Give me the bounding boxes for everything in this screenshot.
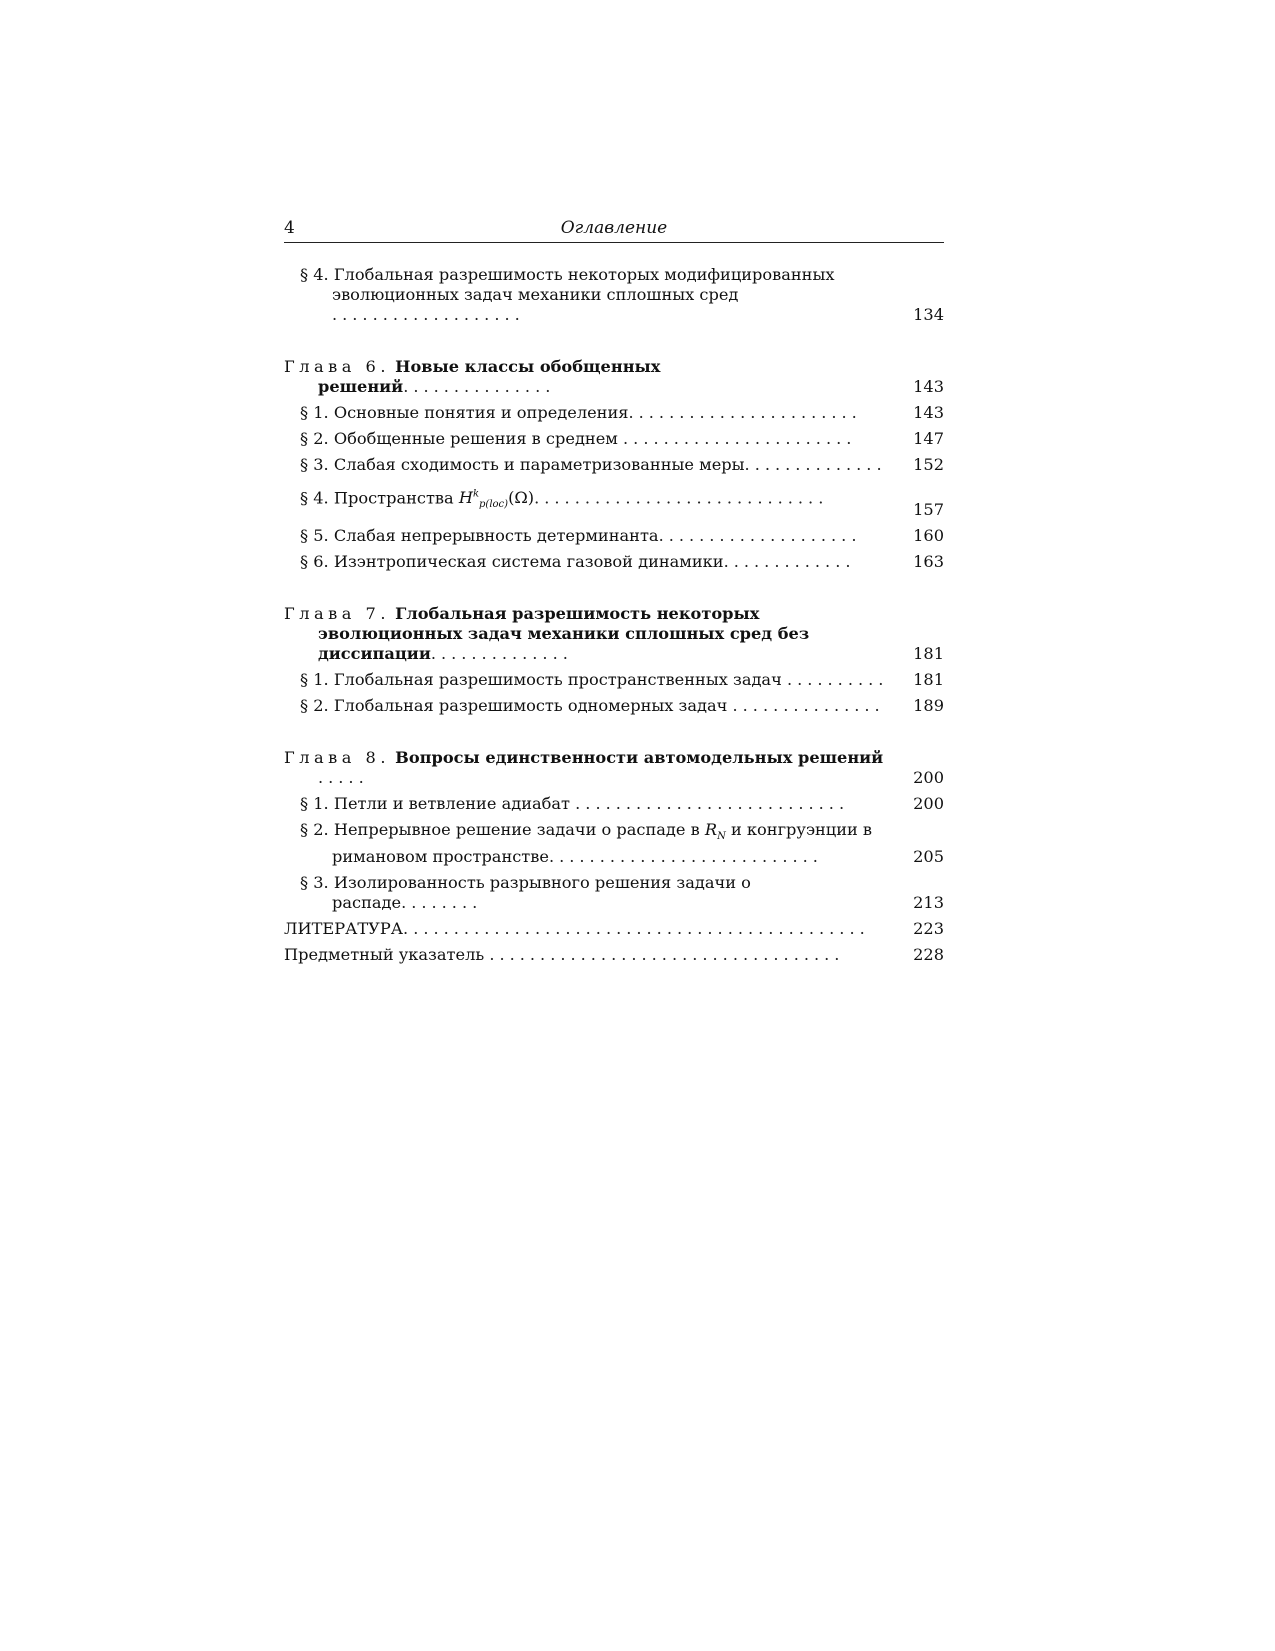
page-ref: 181 [913,643,944,663]
page-ref: 143 [913,377,944,396]
page-ref: 213 [913,892,944,912]
toc-chapter[interactable]: Глава 6. Новые классы обобщенных решений............... 143 [284,357,944,396]
toc-entry[interactable]: § 1. Основные понятия и определения....................... 143 [300,403,944,422]
table-of-contents [284,265,944,965]
toc-entry[interactable]: § 2. Глобальная разрешимость одномерных задач ............... 189 [300,695,944,715]
page-ref: 200 [913,793,944,813]
toc-page [284,214,944,971]
page-ref: 228 [913,944,944,964]
page-ref: 200 [913,767,944,787]
page-ref: 163 [913,551,944,571]
math-formula: $R_N$ [704,819,726,842]
toc-entry[interactable]: § 5. Слабая непрерывность детерминанта.................... 160 [300,525,944,545]
page-ref: 181 [913,669,944,689]
toc-entry[interactable]: § 6. Изэнтропическая система газовой динамики............. 163 [300,551,944,571]
page-ref: 143 [913,403,944,422]
page-ref: 189 [913,695,944,715]
toc-entry[interactable]: § 4. Пространства $H^k_{p(loc)}(\Omega)$............................. 157 [300,488,944,519]
page-ref: 160 [913,525,944,545]
toc-entry[interactable]: § 1. Петли и ветвление адиабат ........................... 200 [300,793,944,813]
page-ref: 134 [913,305,944,324]
toc-entry[interactable]: § 4. Глобальная разрешимость некоторых модифицированных эволюционных задач механики сплошных сред ................... 134 [300,265,944,324]
page-ref: 223 [913,918,944,938]
page-ref: 205 [913,846,944,866]
toc-entry[interactable]: § 2. Обобщенные решения в среднем ....................... 147 [300,429,944,448]
page-number: 4 [284,218,295,238]
running-title: Оглавление [560,218,668,238]
page-ref: 147 [913,429,944,448]
page-ref: 152 [913,455,944,474]
toc-chapter[interactable]: Глава 7. Глобальная разрешимость некоторых эволюционных задач механики сплошных сред без диссипации.............. 181 [284,603,944,663]
math-formula: $H^k_{p(loc)}(\Omega)$ [458,488,535,511]
toc-chapter[interactable]: Глава 8. Вопросы единственности автомодельных решений ..... 200 [284,747,944,787]
running-header [284,214,944,243]
toc-entry[interactable]: § 3. Изолированность разрывного решения задачи о распаде........ 213 [300,872,944,912]
toc-entry[interactable]: Предметный указатель ................................... 228 [284,944,944,964]
toc-entry[interactable]: § 3. Слабая сходимость и параметризованные меры.............. 152 [300,455,944,474]
toc-entry[interactable]: § 2. Непрерывное решение задачи о распаде в $R_N$ и конгруэнции в римановом пространстве........................... 205 [300,819,944,866]
page-ref: 157 [913,499,944,519]
toc-entry[interactable]: ЛИТЕРАТУРА.............................................. 223 [284,918,944,938]
toc-entry[interactable]: § 1. Глобальная разрешимость пространственных задач .......... 181 [300,669,944,689]
